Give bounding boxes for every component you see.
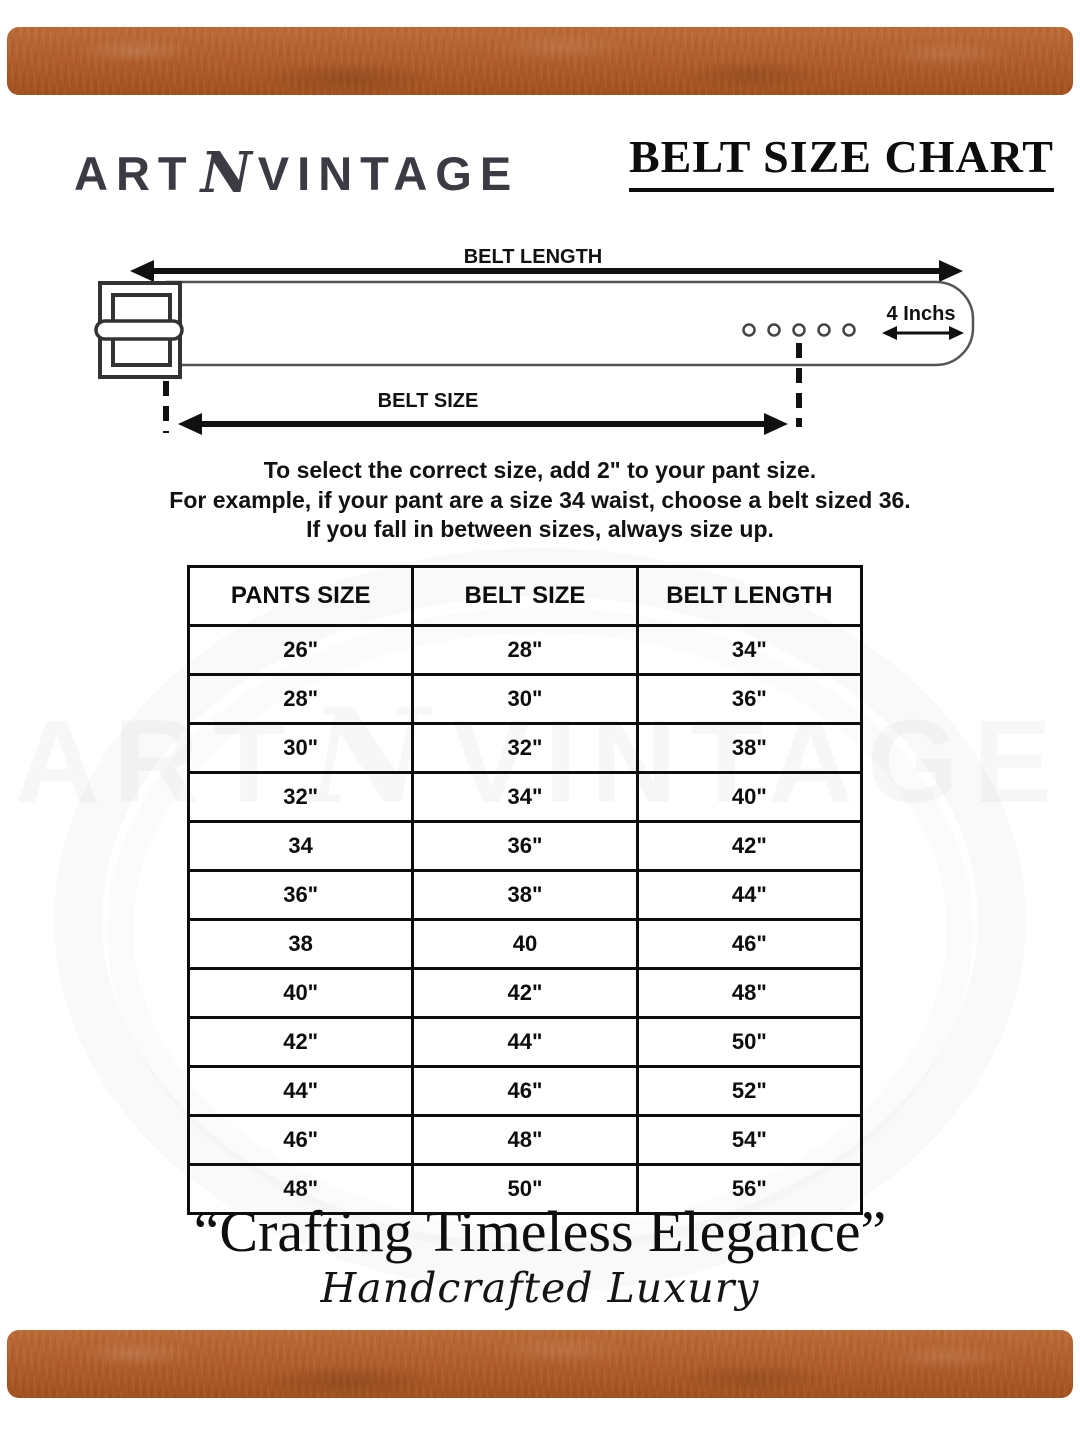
table-cell: 40: [413, 920, 637, 969]
instruction-line-1: To select the correct size, add 2" to your pant size.: [263, 457, 817, 483]
header-pants-size: PANTS SIZE: [189, 567, 413, 626]
table-header: [189, 567, 862, 626]
table-cell: 34": [413, 773, 637, 822]
table-row: [189, 675, 862, 724]
instruction-line-3: If you fall in between sizes, always size up.: [306, 516, 774, 542]
table-cell: 50": [637, 1018, 861, 1067]
table-cell: 46": [413, 1067, 637, 1116]
table-cell: 48": [189, 1165, 413, 1214]
table-body: [189, 626, 862, 1214]
table-cell: 44": [189, 1067, 413, 1116]
belt-size-arrow: [178, 413, 788, 435]
header-belt-size: BELT SIZE: [413, 567, 637, 626]
table-cell: 28": [413, 626, 637, 675]
table-row: [189, 773, 862, 822]
table-cell: 38": [637, 724, 861, 773]
footer-tagline: Handcrafted Luxury: [320, 1264, 760, 1312]
sizing-instructions: [0, 456, 1080, 545]
table-cell: 50": [413, 1165, 637, 1214]
table-row: [189, 724, 862, 773]
belt-measurement-diagram: [0, 235, 1080, 450]
table-row: [189, 871, 862, 920]
table-cell: 34: [189, 822, 413, 871]
table-cell: 52": [637, 1067, 861, 1116]
instruction-line-2: For example, if your pant are a size 34 waist, choose a belt sized 36.: [169, 486, 911, 513]
brand-logo: [74, 138, 519, 204]
table-cell: 42": [413, 969, 637, 1018]
four-inchs-label: 4 Inchs: [886, 303, 956, 325]
table-cell: 56": [637, 1165, 861, 1214]
table-cell: 42": [189, 1018, 413, 1067]
table-row: [189, 1018, 862, 1067]
table-row: [189, 626, 862, 675]
table-header-row: [189, 567, 862, 626]
table-cell: 36": [189, 871, 413, 920]
table-cell: 44": [637, 871, 861, 920]
table-cell: 38: [189, 920, 413, 969]
table-cell: 34": [637, 626, 861, 675]
table-cell: 48": [413, 1116, 637, 1165]
table-cell: 38": [413, 871, 637, 920]
belt-length-label: BELT LENGTH: [463, 246, 603, 268]
table-row: [189, 920, 862, 969]
logo-script-n: N: [200, 140, 252, 206]
table-cell: 32": [413, 724, 637, 773]
table-cell: 54": [637, 1116, 861, 1165]
table-cell: 26": [189, 626, 413, 675]
table-cell: 28": [189, 675, 413, 724]
page-title: BELT SIZE CHART: [629, 130, 1054, 192]
belt-size-label: BELT SIZE: [377, 390, 479, 412]
table-row: [189, 822, 862, 871]
table-cell: 30": [189, 724, 413, 773]
table-cell: 36": [637, 675, 861, 724]
leather-band-top: [7, 27, 1073, 95]
logo-word2: VINTAGE: [257, 147, 520, 200]
table-cell: 48": [637, 969, 861, 1018]
table-row: [189, 1067, 862, 1116]
table-row: [189, 1116, 862, 1165]
table-cell: 40": [189, 969, 413, 1018]
belt-strap: [166, 282, 973, 365]
table-cell: 30": [413, 675, 637, 724]
table-row: [189, 969, 862, 1018]
table-cell: 40": [637, 773, 861, 822]
logo-word1: ART: [74, 147, 195, 200]
table-cell: 46": [189, 1116, 413, 1165]
belt-size-table: [187, 565, 863, 1215]
belt-buckle: [96, 283, 182, 377]
leather-band-bottom: [7, 1330, 1073, 1398]
table-cell: 36": [413, 822, 637, 871]
table-cell: 44": [413, 1018, 637, 1067]
table-cell: 46": [637, 920, 861, 969]
header-belt-length: BELT LENGTH: [637, 567, 861, 626]
table-cell: 42": [637, 822, 861, 871]
footer-quote: “Crafting Timeless Elegance”: [193, 1199, 887, 1264]
table-cell: 32": [189, 773, 413, 822]
